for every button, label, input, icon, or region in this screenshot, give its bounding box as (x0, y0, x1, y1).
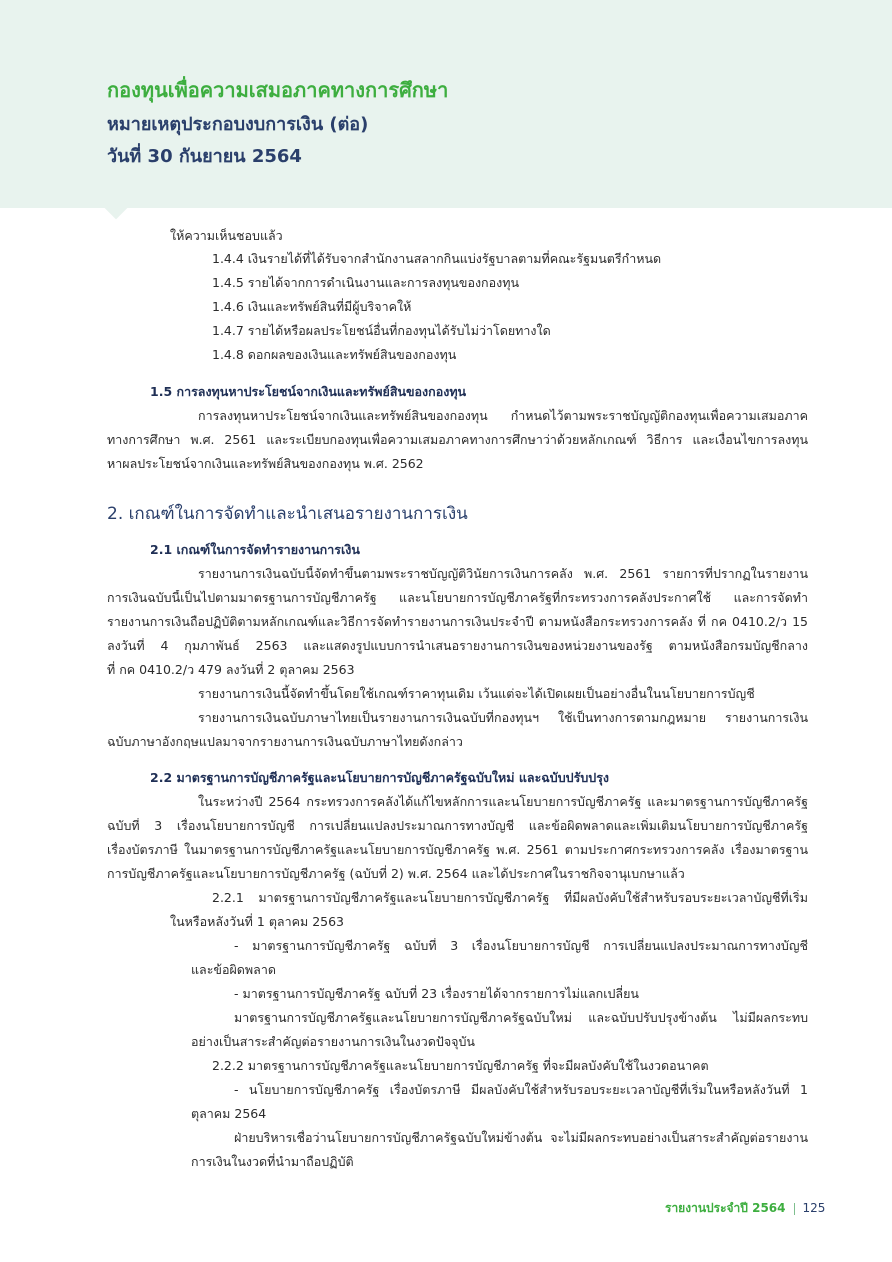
paragraph-line: รายงานการเงินถือปฏิบัติตามหลักเกณฑ์และวิธีการจัดทำรายงานการเงินประจำปี ตามหนังสือกระทรวงการคลัง ที่ กค 0410.2/ว 15 (107, 614, 808, 629)
list-item: - มาตรฐานการบัญชีภาครัฐ ฉบับที่ 3 เรื่องนโยบายการบัญชี การเปลี่ยนแปลงประมาณการทางบัญชี (234, 938, 808, 953)
paragraph-line: ในหรือหลังวันที่ 1 ตุลาคม 2563 (170, 914, 344, 929)
paragraph-line: ฉบับที่ 3 เรื่องนโยบายการบัญชี การเปลี่ยนแปลงประมาณการทางบัญชี และข้อผิดพลาดและเพิ่มเติมนโยบายการบัญชีภาครัฐ (107, 818, 808, 833)
list-item: - มาตรฐานการบัญชีภาครัฐ ฉบับที่ 23 เรื่องรายได้จากรายการไม่แลกเปลี่ยน (234, 986, 639, 1001)
subsection-heading: 2.2 มาตรฐานการบัญชีภาครัฐและนโยบายการบัญชีภาครัฐฉบับใหม่ และฉบับปรับปรุง (150, 770, 610, 785)
report-date: วันที่ 30 กันยายน 2564 (107, 146, 302, 167)
paragraph-line: อย่างเป็นสาระสำคัญต่อรายงานการเงินในงวดปัจจุบัน (191, 1034, 475, 1049)
paragraph-line: เรื่องบัตรภาษี ในมาตรฐานการบัญชีภาครัฐและนโยบายการบัญชีภาครัฐ พ.ศ. 2561 ตามประกาศกระทรวงการคลัง เรื่องมาตรฐาน (107, 842, 808, 857)
page-number: 125 (802, 1201, 826, 1215)
list-item: 1.4.5 รายได้จากการดำเนินงานและการลงทุนของกองทุน (212, 275, 520, 290)
org-title: กองทุนเพื่อความเสมอภาคทางการศึกษา (107, 78, 449, 102)
paragraph-line: รายงานการเงินฉบับภาษาไทยเป็นรายงานการเงินฉบับที่กองทุนฯ ใช้เป็นทางการตามกฎหมาย รายงานการเงิน (198, 710, 808, 725)
paragraph-line: ในระหว่างปี 2564 กระทรวงการคลังได้แก้ไขหลักการและนโยบายการบัญชีภาครัฐ และมาตรฐานการบัญชีภาครัฐ (198, 794, 808, 809)
paragraph-line: ฝ่ายบริหารเชื่อว่านโยบายการบัญชีภาครัฐฉบับใหม่ข้างต้น จะไม่มีผลกระทบอย่างเป็นสาระสำคัญต่อรายงาน (234, 1130, 808, 1145)
paragraph-line: 2.2.1 มาตรฐานการบัญชีภาครัฐและนโยบายการบัญชีภาครัฐ ที่มีผลบังคับใช้สำหรับรอบระยะเวลาบัญชีที่เริ่ม (212, 890, 808, 905)
list-item: 1.4.8 ดอกผลของเงินและทรัพย์สินของกองทุน (212, 347, 457, 362)
paragraph-line: มาตรฐานการบัญชีภาครัฐและนโยบายการบัญชีภาครัฐฉบับใหม่ และฉบับปรับปรุงข้างต้น ไม่มีผลกระทบ (234, 1010, 808, 1025)
paragraph-line: ทางการศึกษา พ.ศ. 2561 และระเบียบกองทุนเพื่อความเสมอภาคทางการศึกษาว่าด้วยหลักเกณฑ์ วิธีการ และเงื่อนไขการลงทุน (107, 432, 808, 447)
paragraph-line: การเงินในงวดที่นำมาถือปฏิบัติ (191, 1154, 354, 1169)
subsection-heading: 2.1 เกณฑ์ในการจัดทำรายงานการเงิน (150, 542, 360, 557)
paragraph-line: หาผลประโยชน์จากเงินและทรัพย์สินของกองทุน พ.ศ. 2562 (107, 456, 424, 471)
page-footer (665, 1199, 825, 1218)
footer-divider (794, 1203, 795, 1215)
paragraph-line: ลงวันที่ 4 กุมภาพันธ์ 2563 และแสดงรูปแบบการนำเสนอรายงานการเงินของหน่วยงานของรัฐ ตามหนังสือกรมบัญชีกลาง (107, 638, 808, 653)
paragraph-line: ที่ กค 0410.2/ว 479 ลงวันที่ 2 ตุลาคม 2563 (107, 662, 355, 677)
paragraph-line: การลงทุนหาประโยชน์จากเงินและทรัพย์สินของกองทุน กำหนดไว้ตามพระราชบัญญัติกองทุนเพื่อความเสมอภาค (198, 408, 808, 423)
footer-title: รายงานประจำปี 2564 (665, 1201, 786, 1215)
paragraph-line: 2.2.2 มาตรฐานการบัญชีภาครัฐและนโยบายการบัญชีภาครัฐ ที่จะมีผลบังคับใช้ในงวดอนาคต (212, 1058, 709, 1073)
paragraph-line: ให้ความเห็นชอบแล้ว (170, 228, 283, 243)
paragraph-line: รายงานการเงินฉบับนี้จัดทำขึ้นตามพระราชบัญญัติวินัยการเงินการคลัง พ.ศ. 2561 รายการที่ปรากฏในรายงาน (198, 566, 808, 581)
list-item: - นโยบายการบัญชีภาครัฐ เรื่องบัตรภาษี มีผลบังคับใช้สำหรับรอบระยะเวลาบัญชีที่เริ่มในหรือหลังวันที่ 1 (234, 1082, 808, 1097)
paragraph-line: รายงานการเงินนี้จัดทำขึ้นโดยใช้เกณฑ์ราคาทุนเดิม เว้นแต่จะได้เปิดเผยเป็นอย่างอื่นในนโยบายการบัญชี (198, 686, 755, 701)
list-item: 1.4.7 รายได้หรือผลประโยชน์อื่นที่กองทุนได้รับไม่ว่าโดยทางใด (212, 323, 551, 338)
paragraph-line: และข้อผิดพลาด (191, 962, 276, 977)
paragraph-line: การบัญชีภาครัฐและนโยบายการบัญชีภาครัฐ (ฉบับที่ 2) พ.ศ. 2564 และได้ประกาศในราชกิจจานุเบกษาแล้ว (107, 866, 685, 881)
list-item: 1.4.6 เงินและทรัพย์สินที่มีผู้บริจาคให้ (212, 299, 412, 314)
paragraph-line: ฉบับภาษาอังกฤษแปลมาจากรายงานการเงินฉบับภาษาไทยดังกล่าว (107, 734, 463, 749)
subsection-heading: 1.5 การลงทุนหาประโยชน์จากเงินและทรัพย์สินของกองทุน (150, 384, 467, 399)
paragraph-line: การเงินฉบับนี้เป็นไปตามมาตรฐานการบัญชีภาครัฐ และนโยบายการบัญชีภาครัฐที่กระทรวงการคลังประกาศใช้ และการจัดทำ (107, 590, 808, 605)
list-item: 1.4.4 เงินรายได้ที่ได้รับจากสำนักงานสลากกินแบ่งรัฐบาลตามที่คณะรัฐมนตรีกำหนด (212, 251, 662, 266)
section-heading: 2. เกณฑ์ในการจัดทำและนำเสนอรายงานการเงิน (107, 504, 468, 524)
page-subtitle: หมายเหตุประกอบงบการเงิน (ต่อ) (107, 114, 369, 135)
paragraph-line: ตุลาคม 2564 (191, 1106, 267, 1121)
